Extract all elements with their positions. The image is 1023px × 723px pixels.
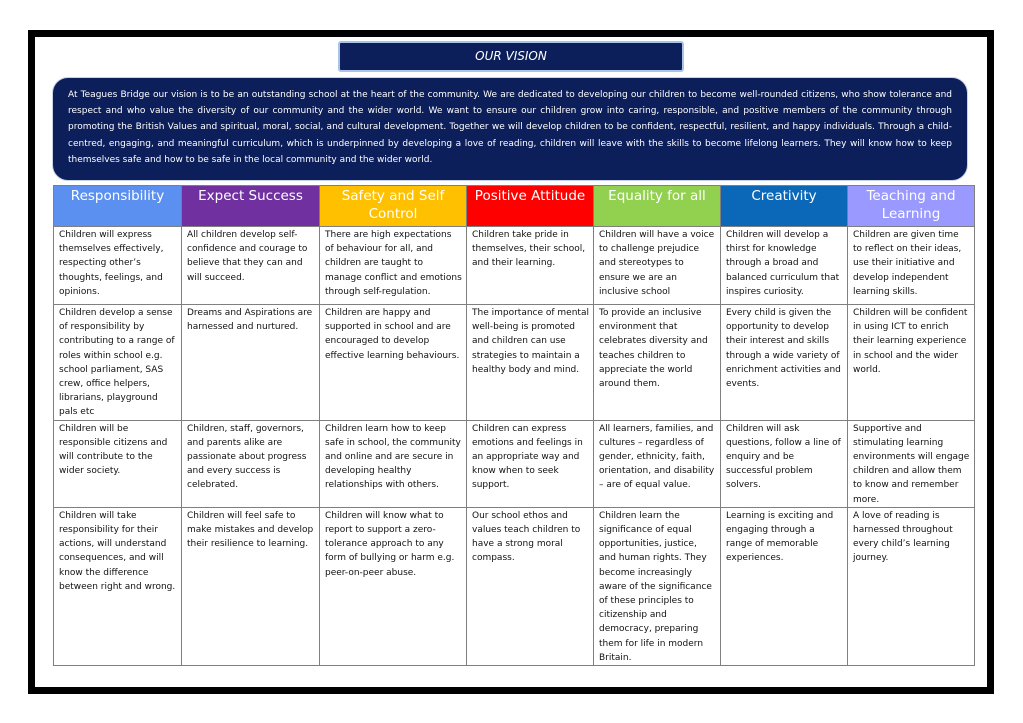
header-positive-attitude: Positive Attitude (467, 186, 594, 227)
table-cell: There are high expectations of behaviour for all, and children are taught to manage conflict and emotions through self-regulation. (320, 227, 467, 305)
table-cell: Children develop a sense of responsibility by contributing to a range of roles within school e.g. school parliament, SAS crew, office helpers, librarians, playground pals etc (54, 305, 182, 421)
table-row (54, 305, 975, 421)
table-cell: Children will develop a thirst for knowledge through a broad and balanced curriculum that inspires curiosity. (721, 227, 848, 305)
table-row (54, 507, 975, 665)
table-cell: Supportive and stimulating learning environments will engage children and allow them to know and remember more. (848, 420, 975, 507)
table-row (54, 420, 975, 507)
values-table (53, 185, 975, 666)
table-cell: The importance of mental well-being is promoted and children can use strategies to maintain a healthy body and mind. (467, 305, 594, 421)
table-cell: Children will express themselves effectively, respecting other’s thoughts, feelings, and opinions. (54, 227, 182, 305)
table-cell: Children will ask questions, follow a line of enquiry and be successful problem solvers. (721, 420, 848, 507)
table-cell: Children will be confident in using ICT to enrich their learning experience in school and the wider world. (848, 305, 975, 421)
table-cell: Children take pride in themselves, their school, and their learning. (467, 227, 594, 305)
header-responsibility: Responsibility (54, 186, 182, 227)
table-cell: Children are given time to reflect on their ideas, use their initiative and develop independent learning skills. (848, 227, 975, 305)
table-cell: Children, staff, governors, and parents alike are passionate about progress and every success is celebrated. (182, 420, 320, 507)
table-cell: Children will be responsible citizens and will contribute to the wider society. (54, 420, 182, 507)
table-cell: Children will take responsibility for their actions, will understand consequences, and will know the difference between right and wrong. (54, 507, 182, 665)
header-equality-for-all: Equality for all (594, 186, 721, 227)
table-cell: Children will have a voice to challenge prejudice and stereotypes to ensure we are an inclusive school (594, 227, 721, 305)
page-title: OUR VISION (338, 41, 684, 72)
table-cell: All children develop self-confidence and courage to believe that they can and will succeed. (182, 227, 320, 305)
table-cell: All learners, families, and cultures – regardless of gender, ethnicity, faith, orientation, and disability – are of equal value. (594, 420, 721, 507)
table-cell: Learning is exciting and engaging through a range of memorable experiences. (721, 507, 848, 665)
table-cell: Children learn how to keep safe in school, the community and online and are secure in developing healthy relationships with others. (320, 420, 467, 507)
table-cell: Children will know what to report to support a zero-tolerance approach to any form of bullying or harm e.g. peer-on-peer abuse. (320, 507, 467, 665)
table-cell: To provide an inclusive environment that celebrates diversity and teaches children to appreciate the world around them. (594, 305, 721, 421)
table-cell: A love of reading is harnessed throughout every child’s learning journey. (848, 507, 975, 665)
table-cell: Children will feel safe to make mistakes and develop their resilience to learning. (182, 507, 320, 665)
table-cell: Children are happy and supported in school and are encouraged to develop effective learning behaviours. (320, 305, 467, 421)
table-row (54, 227, 975, 305)
table-cell: Children can express emotions and feelings in an appropriate way and know when to seek support. (467, 420, 594, 507)
vision-statement: At Teagues Bridge our vision is to be an outstanding school at the heart of the community. We are dedicated to developing our children to become well-rounded citizens, who show tolerance and respect and who value the diversity of our community and the wider world. We want to ensure our children grow into caring, responsible, and positive members of the community through promoting the British Values and spiritual, moral, social, and cultural development. Together we will develop children to be confident, respectful, resilient, and happy individuals. Through a child-centred, engaging, and meaningful curriculum, which is underpinned by developing a love of reading, children will leave with the skills to become lifelong learners. They will know how to keep themselves safe and how to be safe in the local community and the wider world. (52, 77, 968, 181)
header-row (54, 186, 975, 227)
header-teaching-learning: Teaching and Learning (848, 186, 975, 227)
table-cell: Dreams and Aspirations are harnessed and nurtured. (182, 305, 320, 421)
header-expect-success: Expect Success (182, 186, 320, 227)
header-creativity: Creativity (721, 186, 848, 227)
table-cell: Children learn the significance of equal opportunities, justice, and human rights. They become increasingly aware of the significance of these principles to citizenship and democracy, preparing them for life in modern Britain. (594, 507, 721, 665)
table-cell: Our school ethos and values teach children to have a strong moral compass. (467, 507, 594, 665)
header-safety-self-control: Safety and Self Control (320, 186, 467, 227)
table-cell: Every child is given the opportunity to develop their interest and skills through a wide variety of enrichment activities and events. (721, 305, 848, 421)
